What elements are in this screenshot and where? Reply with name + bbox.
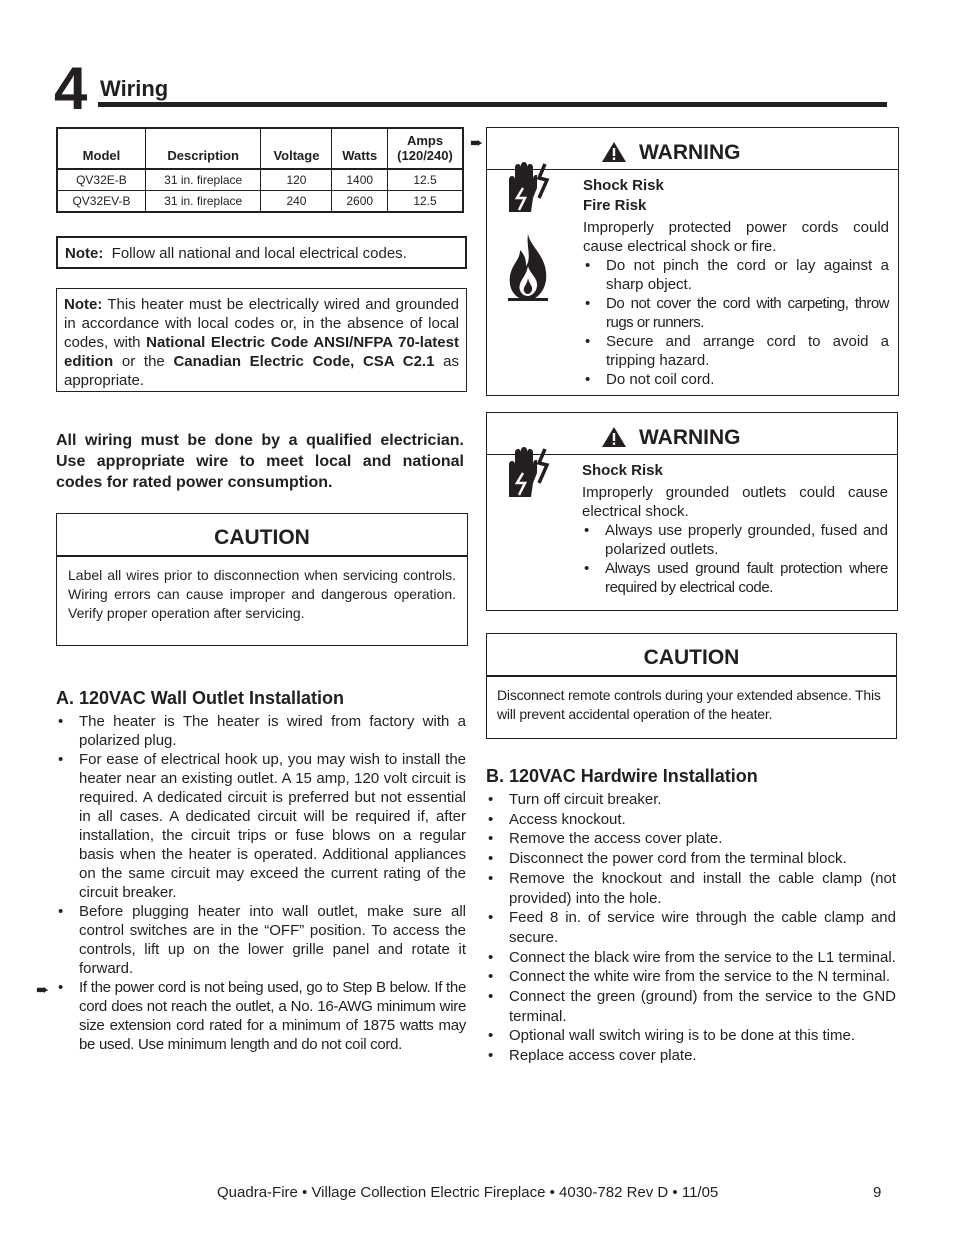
caution-body: Label all wires prior to disconnection when servicing controls. Wiring errors can cause improper and dangerous operation. Verify proper operation after servicing. (68, 567, 456, 621)
section-b-list (486, 790, 896, 1066)
table-cell: 31 in. fireplace (145, 169, 261, 191)
list-item: • Optional wall switch wiring is to be done at this time. (486, 1026, 896, 1046)
list-item: • Secure and arrange cord to avoid a tripping hazard. (583, 332, 889, 370)
caution-body: Disconnect remote controls during your extended absence. This will prevent accidental operation of the heater. (497, 687, 881, 722)
electric-shock-hand-icon (503, 443, 559, 507)
page-number: 9 (873, 1184, 882, 1201)
caution-title: CAUTION (487, 634, 896, 677)
list-item: • Do not pinch the cord or lay against a sharp object. (583, 256, 889, 294)
list-item: • Disconnect the power cord from the terminal block. (486, 849, 896, 869)
note-electrical-codes (56, 236, 467, 269)
list-item: • Replace access cover plate. (486, 1046, 896, 1066)
table-cell: 31 in. fireplace (145, 191, 261, 213)
list-item: • Connect the black wire from the service to the L1 terminal. (486, 948, 896, 968)
section-a-list (56, 712, 466, 1054)
page-footer: Quadra-Fire • Village Collection Electric Fireplace • 4030-782 Rev D • 11/05 (217, 1184, 719, 1201)
caution-title: CAUTION (57, 514, 467, 557)
list-item: • If the power cord is not being used, go to Step B below. If the cord does not reach the outlet, a No. 16-AWG minimum wire size extension cord rated for a minimum of 1875 watts may be used. Use minimum length and do not coil cord. (56, 978, 466, 1054)
revision-arrow-icon: ➨ (36, 982, 50, 999)
note-text: as appropriate. (64, 353, 459, 389)
warning-subtitle-shock: Shock Risk (582, 462, 663, 479)
list-item: • For ease of electrical hook up, you may wish to install the heater near an existing outlet. A 15 amp, 120 volt circuit is required. A dedicated circuit is preferred but not essential in all cases. A dedicated circuit will be required if, after installation, the circuit trips or fuse blows on a regular basis when the heater is operated. Additional appliances on the same circuit may exceed the current rating of the circuit breaker. (56, 750, 466, 902)
warning-intro: Improperly grounded outlets could cause electrical shock. (582, 484, 888, 520)
table-row (57, 169, 463, 191)
warning-bullets (582, 521, 888, 597)
warning-subtitle-fire: Fire Risk (583, 197, 647, 214)
warning-intro: Improperly protected power cords could cause electrical shock or fire. (583, 219, 889, 255)
table-cell: 12.5 (388, 169, 464, 191)
table-cell: 1400 (332, 169, 388, 191)
note-code-cec: Canadian Electric Code, CSA C2.1 (173, 353, 435, 370)
table-cell: QV32E-B (57, 169, 145, 191)
qualified-electrician-text: All wiring must be done by a qualified electrician. Use appropriate wire to meet local and national codes for rated power consumption. (56, 432, 464, 491)
table-cell: 2600 (332, 191, 388, 213)
warning-triangle-icon (601, 426, 627, 448)
table-header-row (57, 128, 463, 169)
fire-hazard-icon (504, 232, 552, 304)
list-item: • Do not coil cord. (583, 370, 889, 389)
warning-bullets (583, 256, 889, 389)
warning-box-shock (486, 412, 898, 611)
list-item: • Connect the white wire from the service to the N terminal. (486, 967, 896, 987)
warning-subtitle-shock: Shock Risk (583, 177, 664, 194)
table-header: Voltage (261, 128, 332, 169)
warning-text (582, 461, 888, 597)
list-item: • Turn off circuit breaker. (486, 790, 896, 810)
warning-title: WARNING (639, 426, 741, 449)
list-item: • Connect the green (ground) from the service to the GND terminal. (486, 987, 896, 1026)
revision-arrow-icon: ➨ (470, 135, 484, 152)
table-header: Description (145, 128, 261, 169)
note-text: or the (113, 353, 174, 370)
table-cell: QV32EV-B (57, 191, 145, 213)
note-text: Follow all national and local electrical codes. (111, 245, 407, 262)
table-header: Model (82, 148, 121, 163)
caution-box-labels (56, 513, 468, 646)
section-b-title: B. 120VAC Hardwire Installation (486, 766, 758, 786)
list-item: • Feed 8 in. of service wire through the cable clamp and secure. (486, 908, 896, 947)
note-label: Note: (64, 296, 103, 313)
note-grounding (56, 288, 467, 392)
table-header: Amps (120/240) (388, 128, 464, 169)
list-item: • Do not cover the cord with carpeting, throw rugs or runners. (583, 294, 889, 332)
list-item: • Always use properly grounded, fused and polarized outlets. (582, 521, 888, 559)
section-a-title: A. 120VAC Wall Outlet Installation (56, 688, 345, 708)
note-code-nec: National Electric Code ANSI/NFPA 70-latest edition (64, 334, 459, 370)
section-rule (98, 102, 887, 107)
table-cell: 12.5 (388, 191, 464, 213)
note-text: This heater must be electrically wired and grounded in accordance with local codes or, in the absence of local codes, with (64, 296, 459, 351)
section-title: Wiring (100, 76, 169, 101)
list-item: • Always used ground fault protection where required by electrical code. (582, 559, 888, 597)
warning-title: WARNING (639, 141, 741, 164)
list-item: • Remove the access cover plate. (486, 829, 896, 849)
warning-triangle-icon (601, 141, 627, 163)
note-label: Note: (65, 245, 104, 262)
spec-table (56, 127, 464, 213)
list-item: • Remove the knockout and install the cable clamp (not provided) into the hole. (486, 869, 896, 908)
list-item: • The heater is The heater is wired from factory with a polarized plug. (56, 712, 466, 750)
table-cell: 120 (261, 169, 332, 191)
list-item: • Access knockout. (486, 810, 896, 830)
warning-text (583, 176, 889, 389)
table-cell: 240 (261, 191, 332, 213)
caution-box-remote (486, 633, 897, 739)
electric-shock-hand-icon (503, 158, 559, 222)
warning-box-shock-fire (486, 127, 899, 396)
table-row (57, 191, 463, 213)
list-item: • Before plugging heater into wall outlet, make sure all control switches are in the “OFF” position. To access the controls, lift up on the lower grille panel and rotate it forward. (56, 902, 466, 978)
table-header: Watts (332, 128, 388, 169)
section-number: 4 (54, 55, 86, 122)
